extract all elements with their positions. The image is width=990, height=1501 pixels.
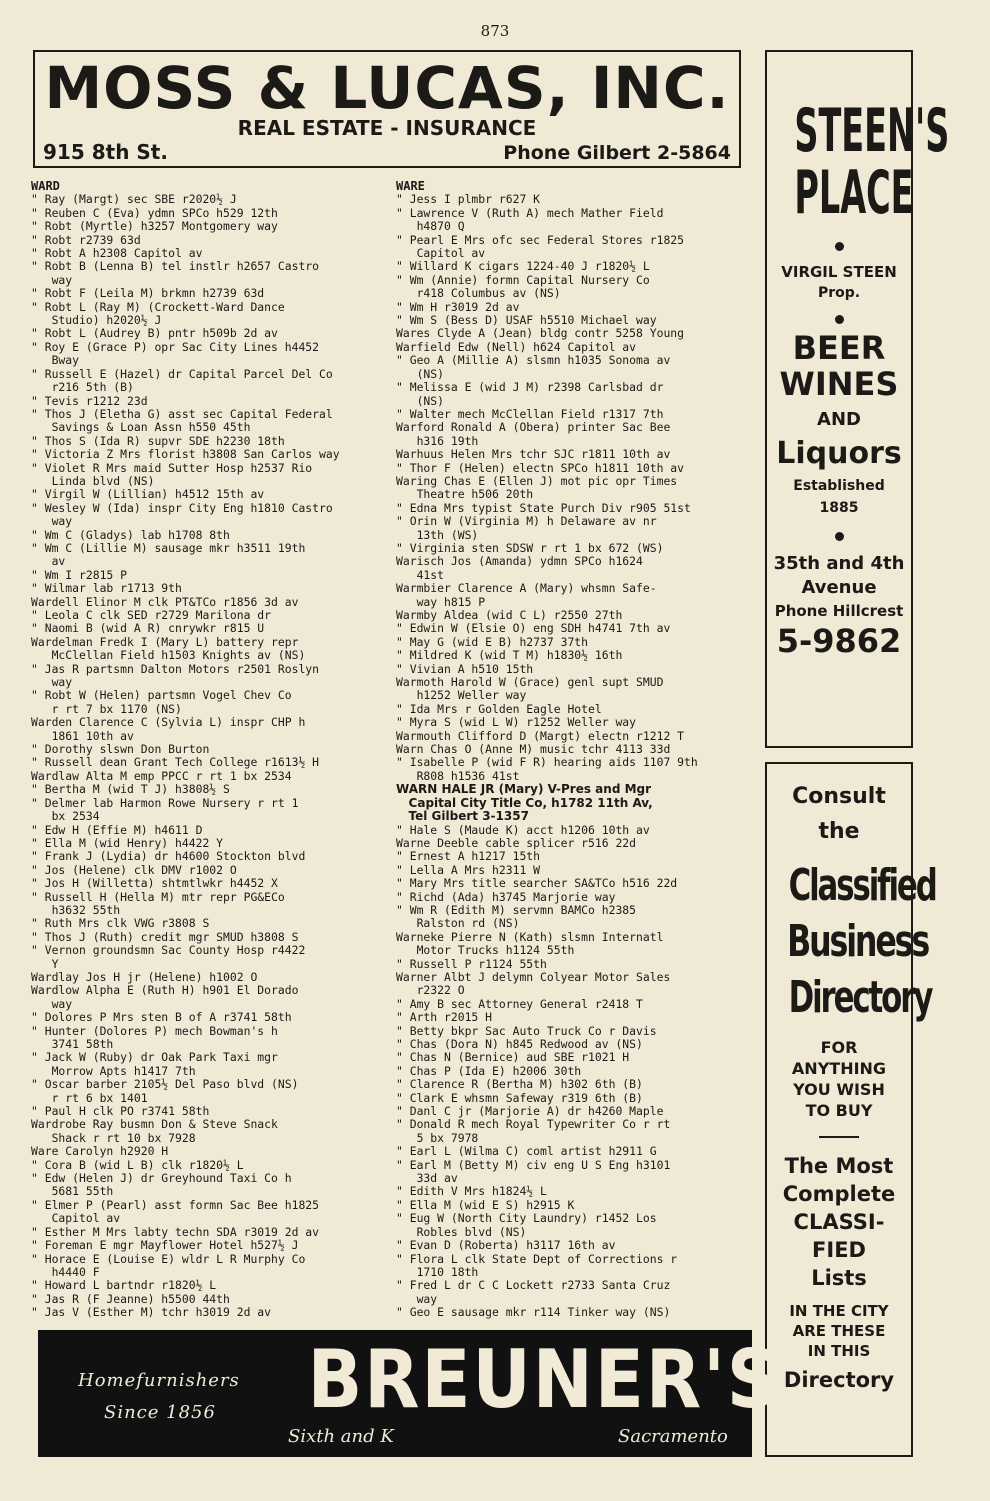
directory-entry: " Mary Mrs title searcher SA&TCo h516 22d [396, 876, 678, 891]
directory-entry: Warfield Edw (Nell) h624 Capitol av [396, 339, 637, 354]
directory-entry: " Betty bkpr Sac Auto Truck Co r Davis [396, 1023, 657, 1038]
established-line: Established [793, 478, 885, 494]
directory-entry: " Delmer lab Harmon Rowe Nursery r rt 1 [31, 795, 299, 810]
directory-entry: " Edith V Mrs h1824½ L [396, 1184, 547, 1199]
directory-entry: " Ruth Mrs clk VWG r3808 S [31, 916, 210, 931]
directory-entry: Morrow Apts h1417 7th [31, 1063, 196, 1078]
directory-entry: " Wm R (Edith M) servmn BAMCo h2385 [396, 902, 637, 917]
directory-entry: " Victoria Z Mrs florist h3808 San Carlos way [31, 447, 340, 462]
directory-entry: Motor Trucks h1124 55th [396, 943, 575, 958]
directory-entry: " Hale S (Maude K) acct h1206 10th av [396, 822, 650, 837]
directory-entry: " Chas (Dora N) h845 Redwood av (NS) [396, 1037, 643, 1051]
directory-entry: Warmoth Harold W (Grace) genl supt SMUD [396, 675, 664, 690]
directory-entry: " Thos J (Eletha G) asst sec Capital Federal [31, 406, 333, 421]
directory-entry: " Edw H (Effie M) h4611 D [31, 822, 203, 837]
ad-address: Sixth and K [288, 1426, 394, 1447]
directory-entry: " Tevis r1212 23d [31, 393, 148, 408]
bullet-icon [835, 315, 844, 324]
directory-entry: " Dolores P Mrs sten B of A r3741 58th [31, 1010, 292, 1025]
wines-line: WINES [779, 365, 899, 403]
directory-entry: " Wm S (Bess D) USAF h5510 Michael way [396, 313, 657, 328]
directory-entry: 33d av [396, 1171, 458, 1186]
directory-entry: " Edwin W (Elsie O) eng SDH h4741 7th av [396, 621, 671, 636]
ad-line: TO BUY [805, 1101, 873, 1120]
directory-entry: " Oscar barber 2105½ Del Paso blvd (NS) [31, 1077, 299, 1092]
directory-entry: " Arth r2015 H [396, 1010, 493, 1025]
directory-entry: Capitol av [396, 246, 486, 261]
directory-entry: " Donald R mech Royal Typewriter Co r rt [396, 1117, 671, 1132]
directory-entry: " Wm I r2815 P [31, 567, 128, 582]
directory-entry: Warne Deeble cable splicer r516 22d [396, 835, 637, 850]
ad-line: Directory [783, 1368, 895, 1392]
directory-entry: " Chas P (Ida E) h2006 30th [396, 1063, 582, 1078]
directory-entry: Y [31, 956, 59, 971]
directory-entry: " Eug W (North City Laundry) r1452 Los [396, 1211, 657, 1226]
ad-subtitle: REAL ESTATE - INSURANCE [237, 116, 537, 140]
directory-entry: " Earl M (Betty M) civ eng U S Eng h3101 [396, 1157, 671, 1172]
ad-line: Complete [782, 1182, 896, 1206]
directory-entry: " Dorothy slswn Don Burton [31, 742, 210, 757]
directory-entry: " Jas V (Esther M) tchr h3019 2d av [31, 1305, 272, 1320]
directory-entry: Warmouth Clifford D (Margt) electn r1212 T [396, 728, 685, 743]
directory-entry: " Evan D (Roberta) h3117 16th av [396, 1238, 616, 1253]
ad-title-line1: STEEN'S [794, 96, 950, 166]
breuners-ad [38, 1330, 781, 1457]
directory-entry: McClellan Field h1503 Knights av (NS) [31, 648, 306, 663]
ad-line: CLASSI- [793, 1210, 885, 1234]
directory-entry: " Robt A h2308 Capitol av [31, 246, 203, 261]
directory-entry: " Robt L (Audrey B) pntr h509b 2d av [31, 326, 278, 341]
directory-entry: way [31, 514, 73, 529]
ad-address: 915 8th St. [43, 140, 168, 164]
directory-entry: " Ella M (wid E S) h2915 K [396, 1197, 575, 1212]
directory-entry: " Virgil W (Lillian) h4512 15th av [31, 487, 265, 502]
established-year: 1885 [819, 500, 859, 516]
directory-entry: " Flora L clk State Dept of Corrections r [396, 1251, 678, 1266]
ad-line: Lists [811, 1266, 867, 1290]
ad-line: FOR [820, 1038, 858, 1057]
directory-entry: " Robt L (Ray M) (Crockett-Ward Dance [31, 299, 285, 314]
ad-line: IN THIS [807, 1342, 871, 1360]
ad-line: ANYTHING [791, 1059, 887, 1078]
directory-entry: way [396, 1291, 438, 1306]
directory-entry: " Thor F (Helen) electn SPCo h1811 10th av [396, 460, 685, 475]
directory-entry: " Thos S (Ida R) supvr SDE h2230 18th [31, 433, 285, 448]
directory-entry: Savings & Loan Assn h550 45th [31, 420, 251, 435]
directory-entry: " Jess I plmbr r627 K [396, 192, 541, 207]
classified-directory-ad [765, 762, 936, 1457]
directory-entry: " Russell H (Hella M) mtr repr PG&ECo [31, 889, 285, 904]
directory-entry: Ware Carolyn h2920 H [31, 1144, 169, 1159]
directory-entry: " Wm (Annie) formn Capital Nursery Co [396, 272, 650, 287]
directory-entry: way [31, 996, 73, 1011]
directory-entry: " Chas N (Bernice) aud SBE r1021 H [396, 1050, 630, 1065]
directory-entry: " Isabelle P (wid F R) hearing aids 1107 9th [396, 755, 698, 770]
directory-entry: " Walter mech McClellan Field r1317 7th [396, 406, 664, 421]
directory-entry: " Willard K cigars 1224-40 J r1820½ L [396, 259, 650, 274]
directory-entry: " Roy E (Grace P) opr Sac City Lines h4452 [31, 339, 320, 354]
owner-name: VIRGIL STEEN [781, 263, 897, 281]
ad-line: IN THE CITY [789, 1302, 889, 1320]
directory-entry: way [31, 272, 73, 287]
directory-entry: (NS) [396, 366, 445, 381]
directory-entry: 3741 58th [31, 1037, 114, 1051]
moss-lucas-ad [33, 50, 741, 168]
directory-entry: Theatre h506 20th [396, 487, 534, 502]
directory-entry: Wardlaw Alta M emp PPCC r rt 1 bx 2534 [31, 768, 292, 783]
directory-entry: r418 Columbus av (NS) [396, 286, 561, 301]
directory-entry: " Naomi B (wid A R) cnrywkr r815 U [31, 621, 265, 636]
directory-entry: " Russell dean Grant Tech College r1613½ H [31, 755, 320, 770]
directory-entry: av [31, 554, 66, 569]
directory-entry: Linda blvd (NS) [31, 473, 155, 488]
directory-entry: Waring Chas E (Ellen J) mot pic opr Times [396, 473, 678, 488]
ad-line: YOU WISH [793, 1080, 885, 1099]
directory-entry: Wardlay Jos H jr (Helene) h1002 O [31, 969, 258, 984]
directory-entry: " Wm H r3019 2d av [396, 299, 520, 314]
owner-role: Prop. [817, 285, 861, 301]
directory-entry: " Robt (Myrtle) h3257 Montgomery way [31, 219, 278, 234]
directory-entry: h4870 Q [396, 219, 465, 234]
directory-entry: h1252 Weller way [396, 688, 527, 703]
directory-entry: Warisch Jos (Amanda) ydmn SPCo h1624 [396, 554, 643, 569]
directory-entry: Wares Clyde A (Jean) bldg contr 5258 Young [396, 326, 685, 341]
directory-entry: Shack r rt 10 bx 7928 [31, 1130, 196, 1145]
ad-line: Classified [788, 860, 936, 911]
bullet-icon [835, 532, 844, 541]
left-directory-column [31, 180, 387, 1320]
directory-entry: Warner Albt J delymn Colyear Motor Sales [396, 969, 671, 984]
directory-entry: " Jas R (F Jeanne) h5500 44th [31, 1291, 230, 1306]
ad-phone: Phone Gilbert 2-5864 [503, 142, 731, 164]
directory-entry: " Pearl E Mrs ofc sec Federal Stores r1825 [396, 232, 685, 247]
steens-place-ad [765, 50, 950, 748]
directory-entry: " Virginia sten SDSW r rt 1 bx 672 (WS) [396, 540, 664, 555]
directory-entry: " Richd (Ada) h3745 Marjorie way [396, 889, 616, 904]
directory-entry: r2322 O [396, 983, 465, 998]
directory-entry: " Wm C (Gladys) lab h1708 8th [31, 527, 230, 542]
directory-entry: " Ernest A h1217 15th [396, 849, 541, 864]
directory-entry: " Edw (Helen J) dr Greyhound Taxi Co h [31, 1171, 292, 1186]
directory-entry: bx 2534 [31, 809, 100, 824]
directory-entry: " Elmer P (Pearl) asst formn Sac Bee h1825 [31, 1197, 320, 1212]
directory-entry: " Clark E whsmn Safeway r319 6th (B) [396, 1090, 643, 1105]
directory-entry: way [31, 675, 73, 690]
directory-entry: " Horace E (Louise E) wldr L R Murphy Co [31, 1251, 306, 1266]
directory-entry: Wardrobe Ray busmn Don & Steve Snack [31, 1117, 278, 1132]
directory-entry: 1710 18th [396, 1264, 479, 1279]
directory-entry: " Mildred K (wid T M) h1830½ 16th [396, 648, 623, 663]
directory-entry: (NS) [396, 393, 445, 408]
directory-entry: Warn Chas O (Anne M) music tchr 4113 33d [396, 742, 671, 757]
directory-entry: Warneke Pierre N (Kath) slsmn Internatl [396, 929, 664, 944]
directory-entry: " Ella M (wid Henry) h4422 Y [31, 835, 224, 850]
directory-entry: Capital City Title Co, h1782 11th Av, [396, 795, 653, 810]
ad-line: The Most [784, 1154, 894, 1178]
directory-entry: 5681 55th [31, 1184, 114, 1199]
directory-entry: " Amy B sec Attorney General r2418 T [396, 996, 643, 1011]
directory-entry: " Lawrence V (Ruth A) mech Mather Field [396, 205, 664, 220]
directory-entry: " Danl C jr (Marjorie A) dr h4260 Maple [396, 1104, 664, 1119]
phone-number: 5-9862 [776, 622, 902, 660]
directory-entry: " Orin W (Virginia M) h Delaware av nr [396, 514, 657, 529]
directory-entry: Studio) h2020½ J [31, 313, 162, 328]
directory-entry: " Vivian A h510 15th [396, 661, 534, 676]
directory-entry: 1861 10th av [31, 728, 134, 743]
directory-entry: " Thos J (Ruth) credit mgr SMUD h3808 S [31, 929, 299, 944]
directory-entry: " Leola C clk SED r2729 Marilona dr [31, 608, 272, 622]
ad-line: Directory [788, 972, 932, 1023]
directory-entry: " Howard L bartndr r1820½ L [31, 1278, 217, 1293]
directory-entry: " Reuben C (Eva) ydmn SPCo h529 12th [31, 205, 278, 220]
directory-entry: " Frank J (Lydia) dr h4600 Stockton blvd [31, 849, 306, 864]
directory-entry: " Edna Mrs typist State Purch Div r905 51st [396, 500, 691, 515]
directory-entry: " Ray (Margt) sec SBE r2020½ J [31, 192, 237, 207]
directory-entry: R808 h1536 41st [396, 768, 520, 783]
directory-entry: Bway [31, 353, 80, 368]
directory-entry: h4440 F [31, 1264, 100, 1279]
ad-tagline-1: Homefurnishers [78, 1370, 240, 1391]
directory-entry: h316 19th [396, 433, 479, 448]
directory-entry: Ralston rd (NS) [396, 916, 520, 931]
directory-entry: Warhuus Helen Mrs tchr SJC r1811 10th av [396, 447, 671, 462]
directory-entry: " Violet R Mrs maid Sutter Hosp h2537 Rio [31, 460, 313, 475]
directory-entry: Warmby Aldea (wid C L) r2550 27th [396, 608, 623, 622]
directory-entry: r216 5th (B) [31, 380, 134, 395]
address-line1: 35th and 4th [773, 553, 905, 574]
directory-entry: Wardlow Alpha E (Ruth H) h901 El Dorado [31, 983, 299, 998]
directory-entry: " Robt B (Lenna B) tel instlr h2657 Castro [31, 259, 320, 274]
directory-entry: Warden Clarence C (Sylvia L) inspr CHP h [31, 715, 306, 730]
directory-entry: " Russell E (Hazel) dr Capital Parcel Del Co [31, 366, 333, 381]
directory-entry: " Ida Mrs r Golden Eagle Hotel [396, 701, 602, 716]
directory-entry: " Lella A Mrs h2311 W [396, 862, 541, 877]
page-number: 873 [480, 22, 510, 40]
directory-entry: 41st [396, 567, 445, 582]
directory-entry: Tel Gilbert 3-1357 [396, 809, 529, 824]
column-heading: WARE [396, 180, 425, 193]
directory-entry: " Myra S (wid L W) r1252 Weller way [396, 715, 637, 730]
directory-entry: " Robt W (Helen) partsmn Vogel Chev Co [31, 688, 292, 703]
directory-entry: " Geo E sausage mkr r114 Tinker way (NS) [396, 1305, 671, 1320]
directory-entry: " Jack W (Ruby) dr Oak Park Taxi mgr [31, 1050, 278, 1065]
directory-entry: " Esther M Mrs labty techn SDA r3019 2d av [31, 1224, 320, 1239]
directory-entry: " Jos H (Willetta) shtmtlwkr h4452 X [31, 876, 278, 891]
directory-entry: Capitol av [31, 1211, 121, 1226]
directory-entry: " Wesley W (Ida) inspr City Eng h1810 Castro [31, 500, 333, 515]
column-heading: WARD [31, 180, 60, 193]
directory-entry: h3632 55th [31, 902, 121, 917]
directory-entry: " Fred L dr C C Lockett r2733 Santa Cruz [396, 1278, 671, 1293]
ad-line: the [818, 819, 860, 844]
directory-entry: way h815 P [396, 594, 486, 609]
directory-entry: r rt 7 bx 1170 (NS) [31, 701, 182, 716]
directory-entry: " Wilmar lab r1713 9th [31, 581, 182, 596]
directory-entry: " Bertha M (wid T J) h3808½ S [31, 782, 230, 797]
ad-title-line2: PLACE [794, 158, 914, 228]
directory-entry: " Jos (Helene) clk DMV r1002 O [31, 862, 237, 877]
ad-brand: BREUNER'S [307, 1333, 781, 1426]
directory-entry: " Wm C (Lillie M) sausage mkr h3511 19th [31, 540, 306, 555]
bullet-icon [835, 242, 844, 251]
phone-label: Phone Hillcrest [774, 602, 904, 620]
ad-tagline-2: Since 1856 [104, 1402, 216, 1423]
address-line2: Avenue [801, 577, 877, 598]
directory-entry: Warford Ronald A (Obera) printer Sac Bee [396, 420, 671, 435]
ad-city: Sacramento [618, 1426, 728, 1447]
ad-divider [819, 1136, 859, 1138]
directory-entry: " Vernon groundsmn Sac County Hosp r4422 [31, 943, 306, 958]
and-line: AND [817, 409, 861, 430]
directory-entry: 13th (WS) [396, 527, 479, 542]
ad-company-name: MOSS & LUCAS, INC. [44, 54, 730, 122]
directory-entry: Wardelman Fredk I (Mary L) battery repr [31, 634, 299, 649]
directory-entry: " Foreman E mgr Mayflower Hotel h527½ J [31, 1238, 299, 1253]
directory-entry: r rt 6 bx 1401 [31, 1090, 148, 1105]
directory-entry: Warmbier Clarence A (Mary) whsmn Safe- [396, 581, 657, 596]
liquors-line: Liquors [776, 436, 902, 471]
directory-entry: " Robt F (Leila M) brkmn h2739 63d [31, 286, 265, 301]
beer-line: BEER [792, 329, 886, 367]
directory-entry: " Cora B (wid L B) clk r1820½ L [31, 1157, 244, 1172]
right-directory-column [396, 180, 752, 1320]
ad-line: ARE THESE [792, 1322, 886, 1340]
directory-entry: " Geo A (Millie A) slsmn h1035 Sonoma av [396, 353, 671, 368]
directory-entry: " Russell P r1124 55th [396, 956, 547, 971]
directory-entry: " Jas R partsmn Dalton Motors r2501 Roslyn [31, 661, 320, 676]
directory-entry: " May G (wid E B) h2737 37th [396, 634, 589, 649]
directory-entry: " Clarence R (Bertha M) h302 6th (B) [396, 1077, 643, 1092]
directory-entry: " Paul H clk PO r3741 58th [31, 1104, 210, 1119]
ad-line: Consult [792, 784, 886, 809]
directory-entry: " Earl L (Wilma C) coml artist h2911 G [396, 1144, 657, 1159]
directory-entry: 5 bx 7978 [396, 1130, 479, 1145]
directory-entry: " Hunter (Dolores P) mech Bowman's h [31, 1023, 278, 1038]
ad-line: FIED [812, 1238, 866, 1262]
ad-line: Business [787, 916, 929, 967]
directory-entry: Wardell Elinor M clk PT&TCo r1856 3d av [31, 594, 299, 609]
directory-entry: " Melissa E (wid J M) r2398 Carlsbad dr [396, 380, 664, 395]
directory-entry: Robles blvd (NS) [396, 1224, 527, 1239]
directory-entry: WARN HALE JR (Mary) V-Pres and Mgr [396, 782, 652, 797]
directory-entry: " Robt r2739 63d [31, 232, 141, 247]
